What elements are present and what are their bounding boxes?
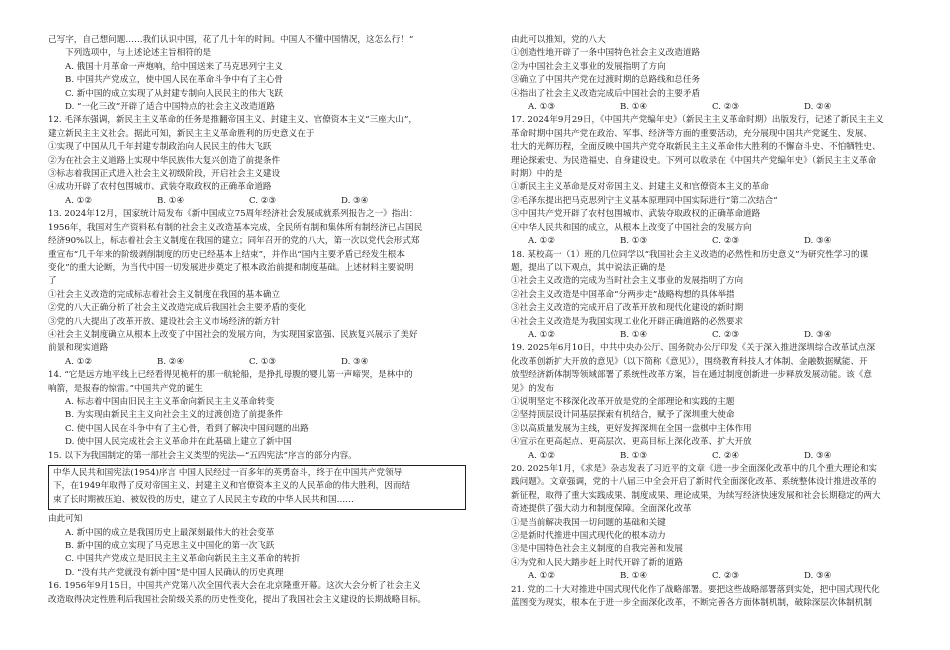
choice: C. ②③ <box>712 102 740 113</box>
statement-line: ③以高质量发展为主线，更好发挥深圳在全国一盘棋中主体作用 <box>511 423 752 434</box>
choice: A. ①② <box>528 450 556 461</box>
choice: C. ②③ <box>249 195 277 206</box>
text-line: 由此可知 <box>48 514 83 525</box>
option-line: A. 俄国十月革命一声炮响，给中国送来了马克思列宁主义 <box>65 61 283 72</box>
text-line: 见》的发布 <box>511 383 554 394</box>
text-line: 新征程，取得了重大实践成果、制度成果、理论成果，为续写经济快速发展和社会长期稳定的两大 <box>511 490 881 501</box>
choice: A. ①② <box>528 329 556 340</box>
statement-line: ④社会主义制度确立从根本上改变了中国社会的发展方向，为实现国家富强、民族复兴展示了美好 <box>48 329 418 340</box>
statement-line: ②为中国社会主义事业的发展指明了方向 <box>511 61 666 72</box>
box-line: 中华人民共和国宪法(1954)序言 中国人民经过一百多年的英勇奋斗，终于在中国共产党领导 <box>53 468 403 478</box>
choice: A. ①② <box>65 195 93 206</box>
question-19: 19. 2025年6月10日，中共中央办公厅、国务院办公厅印发《关于深入推进深圳综合改革试点深 <box>511 343 876 354</box>
question-14: 14. “它是远方地平线上已经看得见桅杆的那一航轮船，是挣扎母腹的婴儿第一声啼哭，是林中的 <box>48 370 413 381</box>
q17-choices <box>511 235 929 248</box>
choice: C. ②③ <box>712 571 740 582</box>
option-line: A. 标志着中国由旧民主主义革命向新民主主义革命转变 <box>65 396 275 407</box>
question-17: 17. 2024年9月29日，《中国共产党编年史》（新民主主义革命时期）出版发行，记述了新民主主义 <box>511 115 884 126</box>
choice: C. ②③ <box>712 329 740 340</box>
question-15: 15. 以下为我国制定的第一部社会主义类型的宪法—“五四宪法”序言的部分内容。 <box>48 450 357 461</box>
statement-line: ③确立了中国共产党在过渡时期的总路线和总任务 <box>511 75 701 86</box>
choice: B. ①③ <box>620 236 648 247</box>
option-line: B. 为实现由新民主主义向社会主义的过渡创造了前提条件 <box>65 410 284 421</box>
option-line: D. “没有共产党就没有新中国”是中国人民确认的历史真理 <box>65 567 284 578</box>
question-20: 20. 2025年1月，《求是》杂志发表了习近平的文章《进一步全面深化改革中的几个重大理论和实 <box>511 464 878 474</box>
statement-line: ②坚持顶层设计同基层探索有机结合，赋予了深圳重大使命 <box>511 410 735 421</box>
statement-line: ①新民主主义革命是反对帝国主义、封建主义和官僚资本主义的革命 <box>511 182 769 193</box>
text-line: 经济90%以上，标志着社会主义制度在我国的建立；同年召开的党的八大，第一次以党代会形式郑 <box>48 236 420 247</box>
question-21: 21. 党的二十大对推进中国式现代化作了战略部署。要把这些战略部署落到实处，把中国式现代化 <box>511 584 880 595</box>
option-line: B. 新中国的成立实现了马克思主义中国化的第一次飞跃 <box>65 541 275 552</box>
option-line: C. 新中国的成立实现了从封建专制向人民民主的伟大飞跃 <box>65 88 283 99</box>
choice: D. ③④ <box>804 450 832 461</box>
text-line: 题，提出了以下观点，其中说法正确的是 <box>511 262 666 273</box>
statement-line: 前景和现实道路 <box>48 343 109 354</box>
text-line: 响箭，是报春的惊雷。”中国共产党的诞生 <box>48 383 203 394</box>
choice: D. ③④ <box>341 356 369 367</box>
statement-line: ②毛泽东提出把马克思列宁主义基本原理同中国实际进行“第二次结合” <box>511 195 778 206</box>
choice: D. ③④ <box>804 236 832 247</box>
box-line: 下，在1949年取得了反对帝国主义、封建主义和官僚资本主义的人民革命的伟大胜利，因而结 <box>53 481 411 492</box>
choice: B. ①④ <box>157 195 185 206</box>
choice: A. ①② <box>65 356 93 367</box>
left-column <box>48 34 466 607</box>
option-line: C. 使中国人民在斗争中有了主心骨，看到了解决中国问题的出路 <box>65 423 309 434</box>
text-line: 理论探索史、为民造福史、自身建设史。下列可以收录在《中国共产党编年史》（新民主主义革命 <box>511 155 877 166</box>
statement-line: ③是中国特色社会主义制度的自我完善和发展 <box>511 544 683 555</box>
constitution-preamble-box <box>48 465 466 510</box>
box-line: 束了长时期被压迫、被奴役的历史，建立了人民民主专政的中华人民共和国…… <box>53 494 354 505</box>
right-column <box>511 34 929 610</box>
question-18: 18. 某校高一（1）班的几位同学以“我国社会主义改造的必然性和历史意义”为研究性学习的课 <box>511 249 869 260</box>
text-line: 变化”的重大论断，为当代中国一切发展进步奠定了根本政治前提和制度基础。上述材料主要说明 <box>48 262 414 273</box>
text-line: 放型经济新体制等领域部署了系统性改革方案，旨在通过制度创新进一步释放发展动能。该《意 <box>511 370 872 381</box>
question-12: 12. 毛泽东强调，新民主主义革命的任务是推翻帝国主义、封建主义、官僚资本主义“三座大山”， <box>48 115 417 126</box>
statement-line: ①说明坚定不移深化改革开放是党的全部理论和实践的主题 <box>511 396 735 407</box>
q18-choices <box>511 329 929 342</box>
text-line: 建立新民主主义社会。据此可知，新民主主义革命胜利的历史意义在于 <box>48 128 315 139</box>
choice: D. ③④ <box>804 329 832 340</box>
choice: C. ②④ <box>712 450 740 461</box>
choice: B. ①④ <box>620 571 648 582</box>
statement-line: ①创造性地开辟了一条中国特色社会主义改造道路 <box>511 48 701 59</box>
statement-line: ④为党和人民大踏步赶上时代开辟了新的道路 <box>511 557 683 568</box>
statement-line: ①是当前解决我国一切问题的基础和关键 <box>511 517 666 528</box>
option-line: D. 使中国人民完成社会主义革命并在此基础上建立了新中国 <box>65 437 292 448</box>
text-line: 改造取得决定性胜利后我国社会阶级关系的历史性变化，提出了我国社会主义建设的长期战略目标。 <box>48 594 427 605</box>
statement-line: ④宣示在更高起点、更高层次、更高目标上深化改革、扩大开放 <box>511 437 752 448</box>
q13-choices <box>48 356 466 369</box>
choice: B. ①④ <box>620 329 648 340</box>
text-line: 己写字，自己想问题……我们认识中国，花了几十年的时间。中国人不懂中国情况，这怎么行！” <box>48 35 414 45</box>
statement-line: ④指出了社会主义改造完成后中国社会的主要矛盾 <box>511 88 701 99</box>
question-13: 13. 2024年12月，国家统计局发布《新中国成立75周年经济社会发展成就系列报告之一》指出： <box>48 209 418 220</box>
text-line: 蓝图变为现实，根本在于进一步全面深化改革，不断完善各方面体制机制，破除深层次体制机制 <box>511 598 872 609</box>
text-line: 重宣布“几千年来的阶级剥削制度的历史已经基本上结束”，并作出“国内主要矛盾已经发生根本 <box>48 249 405 260</box>
option-line: C. 中国共产党成立是旧民主主义革命向新民主主义革命的转折 <box>65 554 301 565</box>
choice: A. ①② <box>528 236 556 247</box>
statement-line: ③中国共产党开辟了农村包围城市、武装夺取政权的正确革命道路 <box>511 209 761 220</box>
statement-line: ②社会主义改造是中国革命“分两步走”战略构想的具体举措 <box>511 289 735 300</box>
text-line: 由此可以推知，党的八大 <box>511 35 606 45</box>
choice: B. ①③ <box>620 450 648 461</box>
text-line: 践问题》。文章强调，党的十八届三中全会开启了新时代全面深化改革、系统整体设计推进改革的 <box>511 477 877 488</box>
statement-line: ④社会主义改造是为我国实现工业化开辟正确道路的必然要求 <box>511 316 744 327</box>
q16-choices <box>511 101 929 114</box>
text-line: 奇迹提供了强大动力和制度保障。全面深化改革 <box>511 504 692 515</box>
text-line: 时期）中的是 <box>511 169 563 180</box>
choice: C. ②③ <box>712 236 740 247</box>
statement-line: ①社会主义改造的完成为当时社会主义事业的发展指明了方向 <box>511 276 744 287</box>
choice: C. ①③ <box>249 356 277 367</box>
statement-line: ①实现了中国从几千年封建专制政治向人民民主的伟大飞跃 <box>48 142 272 153</box>
choice: A. ①② <box>528 571 556 582</box>
statement-line: ②为在社会主义道路上实现中华民族伟大复兴创造了前提条件 <box>48 155 281 166</box>
option-line: B. 中国共产党成立，使中国人民在革命斗争中有了主心骨 <box>65 75 284 86</box>
statement-line: ①社会主义改造的完成标志着社会主义制度在我国的基本确立 <box>48 289 281 300</box>
question-16: 16. 1956年9月15日，中国共产党第八次全国代表大会在北京隆重开幕。这次大会分析了社会主义 <box>48 581 421 592</box>
statement-line: ②是新时代推进中国式现代化的根本动力 <box>511 531 666 542</box>
statement-line: ③社会主义改造的完成开启了改革开放和现代化建设的新时期 <box>511 303 744 314</box>
choice: A. ①③ <box>528 102 556 113</box>
text-line: 化改革创新扩大开放的意见》（以下简称《意见》），围绕教育科技人才体制、金融数据赋能、开 <box>511 356 868 367</box>
text-line: 了 <box>48 276 57 287</box>
choice: D. ③④ <box>804 571 832 582</box>
statement-line: ④中华人民共和国的成立，从根本上改变了中国社会的发展方向 <box>511 222 752 233</box>
option-line: D. “一化三改”开辟了适合中国特点的社会主义改造道路 <box>65 102 275 113</box>
choice: D. ③④ <box>341 195 369 206</box>
text-line: 革命时期中国共产党在政治、军事、经济等方面的重要活动，充分展现中国共产党诞生、发展、 <box>511 128 872 139</box>
statement-line: ③标志着我国正式进入社会主义初级阶段，开启社会主义建设 <box>48 169 281 180</box>
statement-line: ②党的八大正确分析了社会主义改造完成后我国社会主要矛盾的变化 <box>48 303 306 314</box>
choice: B. ①④ <box>620 102 648 113</box>
choice: D. ②④ <box>804 102 832 113</box>
q20-choices <box>511 570 929 583</box>
q12-choices <box>48 195 466 208</box>
text-line: 壮大的光辉历程，全面反映中国共产党夺取新民主主义革命伟大胜利的不懈奋斗史、不怕牺牲史、 <box>511 142 881 153</box>
option-line: A. 新中国的成立是我国历史上最深刻最伟大的社会变革 <box>65 527 275 538</box>
text-line: 1956年，我国对生产资料私有制的社会主义改造基本完成，全民所有制和集体所有制经济已占国民 <box>48 222 423 233</box>
choice: B. ②④ <box>157 356 185 367</box>
statement-line: ③党的八大提出了改革开放、建设社会主义市场经济的新方针 <box>48 316 281 327</box>
statement-line: ④成功开辟了农村包围城市、武装夺取政权的正确革命道路 <box>48 182 272 193</box>
q19-choices <box>511 450 929 463</box>
text-line: 下列选项中，与上述论述主旨相符的是 <box>65 48 212 59</box>
